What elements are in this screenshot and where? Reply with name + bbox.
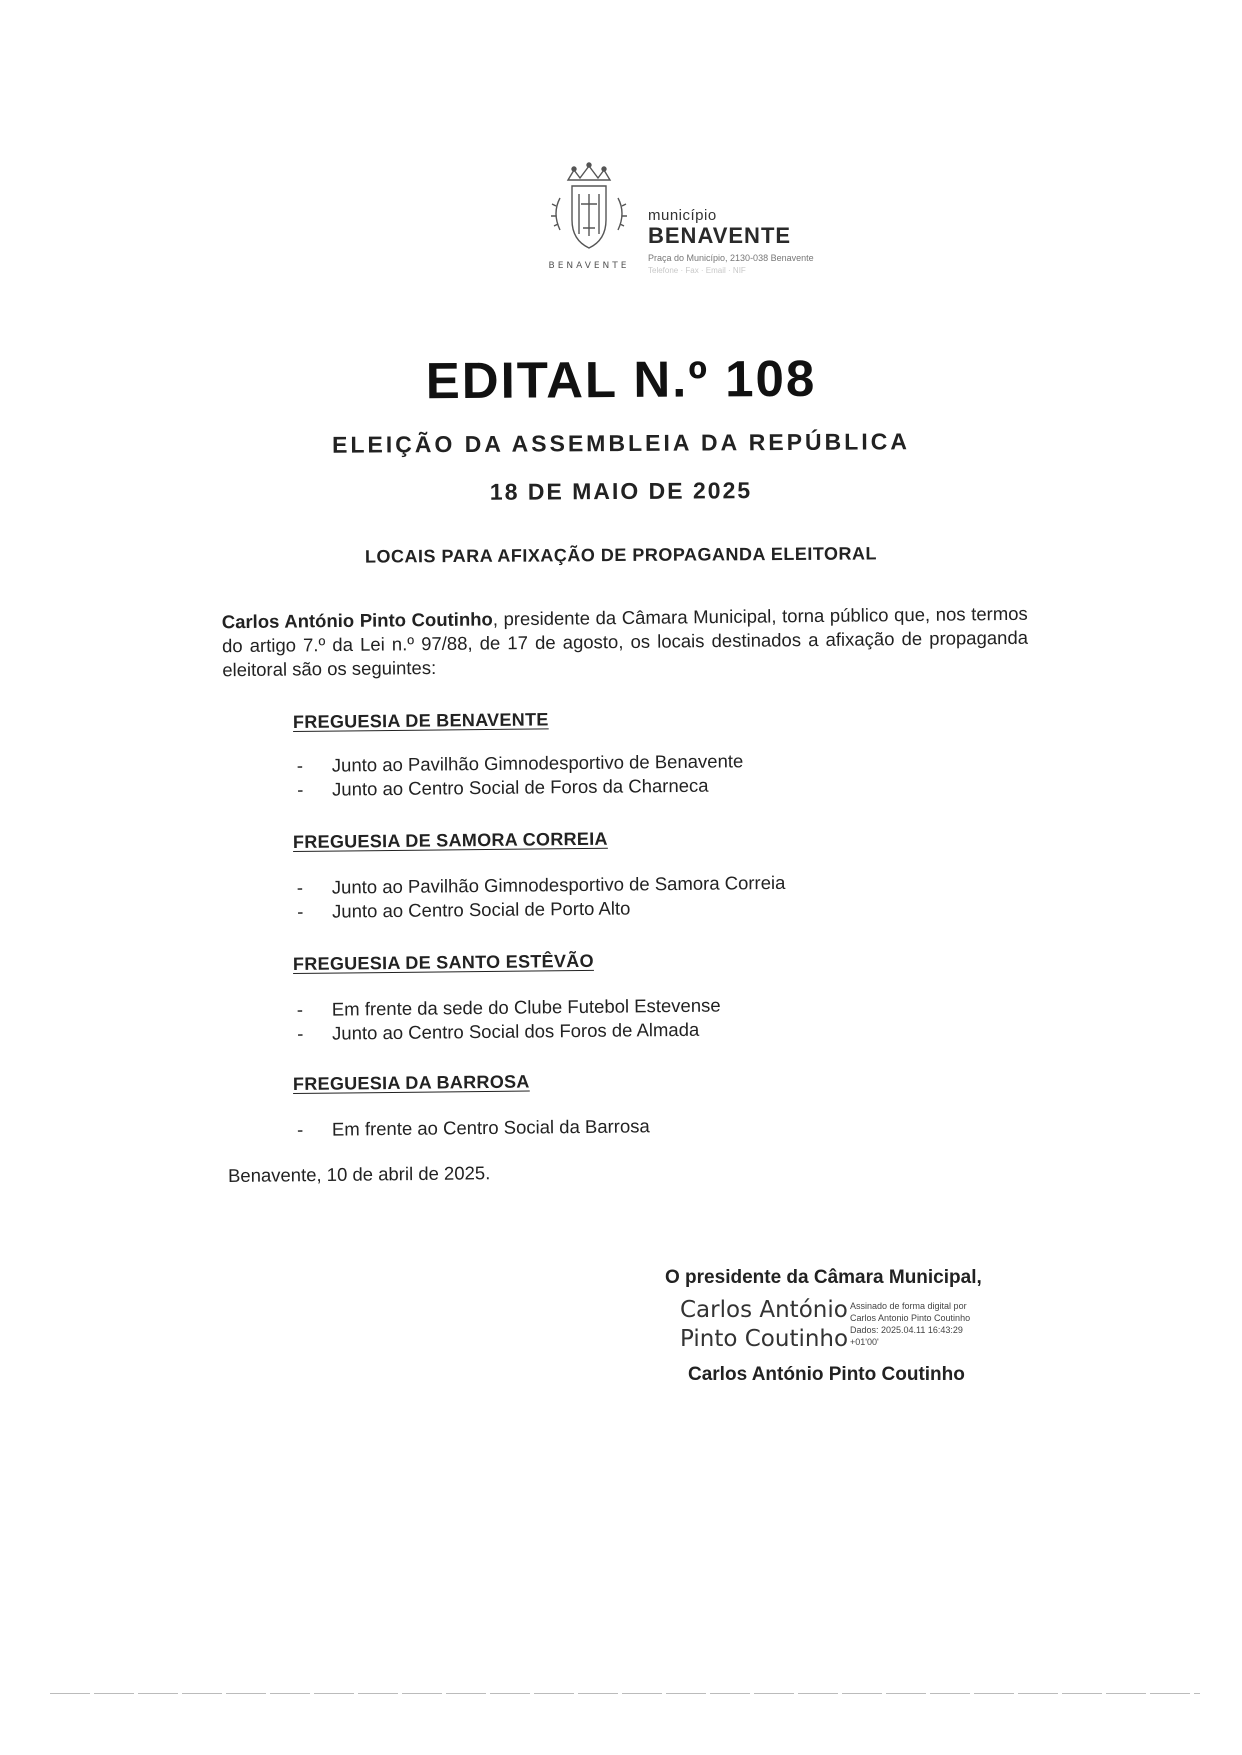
municipality-contacts: Telefone · Fax · Email · NIF <box>648 266 746 275</box>
parish-location-list <box>293 869 993 924</box>
location-text: Junto ao Pavilhão Gimnodesportivo de Benavente <box>331 750 744 776</box>
parish-header: FREGUESIA DE SANTO ESTÊVÃO <box>292 950 594 974</box>
digital-signature-note-line: Carlos Antonio Pinto Coutinho <box>850 1313 971 1323</box>
section-title: LOCAIS PARA AFIXAÇÃO DE PROPAGANDA ELEITORAL <box>364 543 878 567</box>
list-item <box>293 1111 993 1142</box>
signing-place-date: Benavente, 10 de abril de 2025. <box>227 1162 491 1186</box>
bullet-dash: - <box>297 1022 304 1044</box>
letterhead <box>530 150 950 290</box>
intro-text: , presidente da Câmara Municipal, torna público que, nos termos do artigo 7.º da Lei n.º 97/88, de 17 de agosto, os locais destinados a afixação de propaganda eleitoral são os seguintes: <box>221 602 1029 681</box>
signature-role: O presidente da Câmara Municipal, <box>665 1267 982 1288</box>
president-name: Carlos António Pinto Coutinho <box>221 608 493 633</box>
digital-signature-name-line: Carlos António <box>680 1297 848 1323</box>
bullet-dash: - <box>297 900 304 922</box>
parish-header: FREGUESIA DE BENAVENTE <box>292 709 549 732</box>
location-text: Junto ao Centro Social de Foros da Charneca <box>332 774 709 800</box>
svg-text:BENAVENTE: BENAVENTE <box>548 261 630 271</box>
signature-printed-name: Carlos António Pinto Coutinho <box>688 1364 965 1385</box>
parish-header: FREGUESIA DE SAMORA CORREIA <box>292 828 608 852</box>
bullet-dash: - <box>296 1118 304 1140</box>
parish-location-list <box>293 1111 993 1142</box>
letterhead-text <box>648 208 814 275</box>
bullet-dash: - <box>296 754 304 776</box>
parish-header: FREGUESIA DA BARROSA <box>292 1071 530 1094</box>
intro-paragraph <box>222 602 1029 682</box>
document-title: EDITAL N.º 108 <box>425 349 817 410</box>
digital-signature-note-line: +01'00' <box>850 1337 879 1347</box>
location-text: Em frente ao Centro Social da Barrosa <box>331 1115 650 1140</box>
location-text: Junto ao Centro Social dos Foros de Almada <box>332 1018 700 1044</box>
location-text: Junto ao Centro Social de Porto Alto <box>332 897 631 922</box>
location-text: Junto ao Pavilhão Gimnodesportivo de Samora Correia <box>331 871 786 898</box>
parish-location-list <box>293 747 993 802</box>
document-subtitle: ELEIÇÃO DA ASSEMBLEIA DA REPÚBLICA <box>332 428 910 458</box>
municipal-coat-of-arms-icon <box>530 158 648 276</box>
election-date: 18 DE MAIO DE 2025 <box>489 477 753 505</box>
bullet-dash: - <box>296 998 304 1020</box>
digital-signature-name <box>680 1296 850 1354</box>
bullet-dash: - <box>296 876 304 898</box>
bullet-dash: - <box>297 778 304 800</box>
parish-location-list <box>293 991 993 1046</box>
location-text: Em frente da sede do Clube Futebol Estevense <box>331 994 721 1020</box>
digital-signature-note-line: Dados: 2025.04.11 16:43:29 <box>850 1325 963 1335</box>
digital-signature-name-line: Pinto Coutinho <box>680 1326 849 1352</box>
digital-signature-note-line: Assinado de forma digital por <box>850 1301 967 1311</box>
digital-signature-note <box>850 1300 1020 1348</box>
municipality-label: município <box>648 207 717 224</box>
municipality-name: BENAVENTE <box>648 223 792 248</box>
municipality-address: Praça do Município, 2130-038 Benavente <box>648 253 814 263</box>
footer-divider <box>50 1693 1200 1694</box>
